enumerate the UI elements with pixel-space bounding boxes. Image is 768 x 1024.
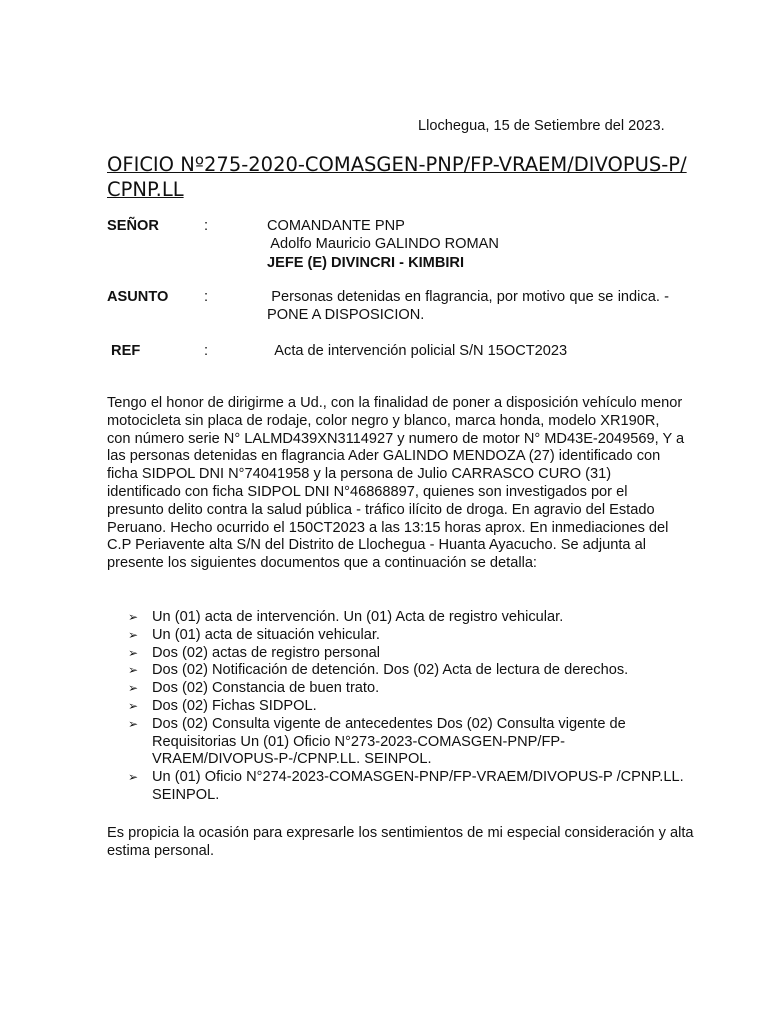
list-item (128, 698, 688, 716)
arrow-bullet-icon: ➢ (128, 645, 139, 660)
arrow-bullet-icon: ➢ (128, 627, 139, 642)
arrow-bullet-icon: ➢ (128, 716, 139, 731)
list-item-text: Dos (02) Constancia de buen trato. (152, 680, 380, 697)
body-paragraph: Tengo el honor de dirigirme a Ud., con la finalidad de poner a disposición vehículo menor motocicleta sin placa de rodaje, color negro y blanco, marca honda, modelo XR190R, con número serie N° LALMD439XN3114927 y numero de motor N° MD43E-2049569, Y a las personas detenidas en flagrancia Ader GALINDO MENDOZA (27) identificado con ficha SIDPOL DNI N°74041958 y la persona de Julio CARRASCO CURO (31) identificado con ficha SIDPOL DNI N°46868897, quienes son investigados por el presunto delito contra la salud pública - tráfico ilícito de droga. En agravio del Estado Peruano. Hecho ocurrido el 150CT2023 a las 13:15 horas aprox. En inmediaciones del C.P Periavente alta S/N del Distrito de Llochegua - Huanta Ayacucho. Se adjunta al presente los siguientes documentos que a continuación se detalla: (107, 395, 685, 572)
arrow-bullet-icon: ➢ (128, 681, 139, 696)
list-item (128, 680, 688, 698)
asunto-colon: : (204, 289, 209, 305)
asunto-label: ASUNTO (107, 289, 169, 305)
arrow-bullet-icon: ➢ (128, 663, 139, 678)
list-item (128, 645, 688, 663)
recipient-name: Adolfo Mauricio GALINDO ROMAN (267, 236, 499, 252)
ref-text: Acta de intervención policial S/N 15OCT2023 (267, 343, 568, 359)
oficio-title: OFICIO Nº275-2020-COMASGEN-PNP/FP-VRAEM/DIVOPUS-P/CPNP.LL (107, 153, 687, 201)
closing-paragraph: Es propicia la ocasión para expresarle los sentimientos de mi especial consideración y alta estima personal. (107, 825, 694, 859)
recipient-position: JEFE (E) DIVINCRI - KIMBIRI (267, 255, 465, 271)
ref-colon: : (204, 343, 209, 359)
list-item (128, 609, 688, 627)
recipient-rank: COMANDANTE PNP (267, 218, 405, 234)
senor-colon: : (204, 218, 209, 234)
list-item-text: Dos (02) Consulta vigente de antecedentes Dos (02) Consulta vigente de Requisitorias Un (01) Oficio N°273-2023-COMASGEN-PNP/FP-VRAEM/DIVOPUS-P-/CPNP.LL. SEINPOL. (152, 715, 626, 768)
date-line: Llochegua, 15 de Setiembre del 2023. (418, 118, 665, 134)
list-item-text: Dos (02) Notificación de detención. Dos (02) Acta de lectura de derechos. (152, 662, 629, 679)
senor-label: SEÑOR (107, 218, 159, 234)
list-item (128, 662, 688, 680)
arrow-bullet-icon: ➢ (128, 610, 139, 624)
asunto-text: Personas detenidas en flagrancia, por motivo que se indica. - PONE A DISPOSICION. (267, 289, 674, 323)
arrow-bullet-icon: ➢ (128, 698, 139, 713)
list-item-text: Un (01) acta de intervención. Un (01) Acta de registro vehicular. (152, 609, 564, 625)
list-item (128, 769, 688, 805)
list-item-text: Un (01) acta de situación vehicular. (152, 626, 380, 643)
list-item (128, 716, 688, 769)
arrow-bullet-icon: ➢ (128, 770, 139, 785)
list-item-text: Un (01) Oficio N°274-2023-COMASGEN-PNP/FP-VRAEM/DIVOPUS-P /CPNP.LL. SEINPOL. (152, 769, 684, 803)
attached-documents-list (128, 609, 688, 805)
list-item (128, 627, 688, 645)
ref-label: REF (107, 343, 141, 359)
list-item-text: Dos (02) actas de registro personal (152, 644, 380, 661)
list-item-text: Dos (02) Fichas SIDPOL. (152, 697, 317, 714)
